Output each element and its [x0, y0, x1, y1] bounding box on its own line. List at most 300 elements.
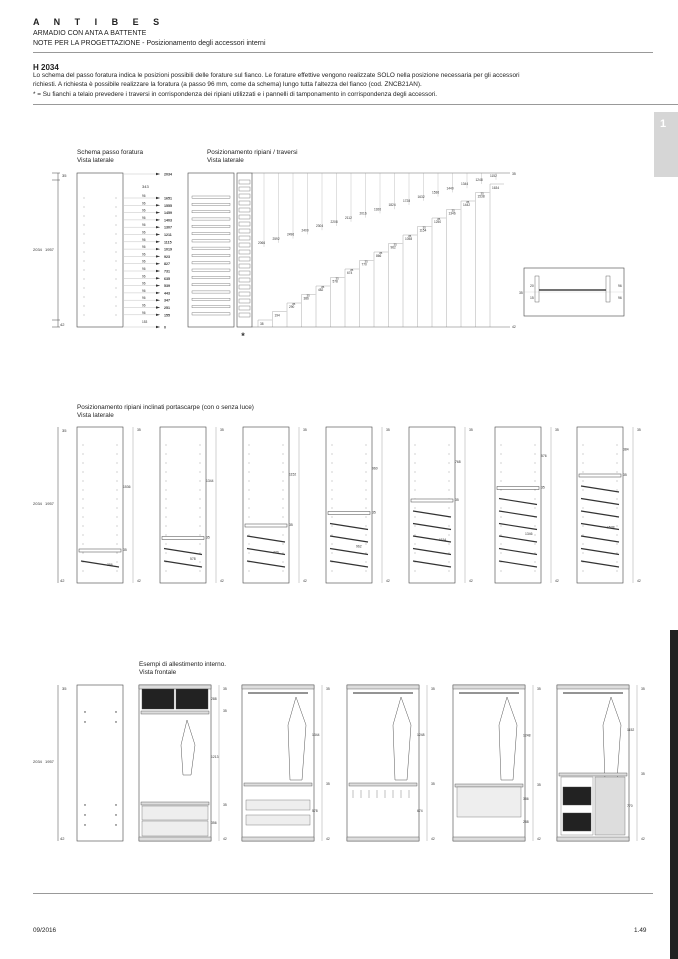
pitch-96: 96: [142, 281, 146, 286]
stair-35: 35: [480, 191, 484, 196]
frame-rung: [239, 264, 250, 268]
s2-hole: [332, 454, 333, 455]
s2-hole: [535, 526, 536, 527]
s2-hole: [583, 463, 584, 464]
s2-hole: [415, 526, 416, 527]
s2-hole: [83, 553, 84, 554]
s2-cabinet-side: [243, 427, 289, 583]
s2-hole: [332, 499, 333, 500]
s3-dim: 1213: [211, 755, 219, 759]
s2-hole: [617, 472, 618, 473]
dim-inner: 1957: [45, 247, 54, 252]
s2-cabinet-side: [495, 427, 541, 583]
s2-hole: [366, 508, 367, 509]
dim-153: 153: [142, 320, 148, 324]
s2-shoe-rack: [499, 499, 537, 505]
s2-hole: [501, 481, 502, 482]
s3-side-panel: [77, 685, 123, 841]
s3-dim-top: 35: [641, 687, 645, 691]
hole-position: 1019: [164, 247, 172, 252]
hole-arrow: [156, 306, 160, 308]
hole-position: 155: [164, 313, 170, 318]
hole-arrow: [156, 204, 160, 206]
pitch-96: 96: [142, 194, 146, 198]
stair-upper-value: 2016: [359, 211, 367, 216]
s2-shelf: [162, 537, 204, 540]
s2-hole: [200, 571, 201, 572]
hole-dot-back: [116, 270, 117, 271]
s2-shoe-rack: [499, 511, 537, 517]
s2-hole: [415, 553, 416, 554]
pitch-96: 96: [142, 310, 146, 315]
hole-arrow: [156, 292, 160, 294]
detail-96a: 96: [618, 284, 622, 288]
hole-dot-back: [116, 234, 117, 235]
s2-hole: [83, 481, 84, 482]
s2-shoe-rack: [81, 561, 119, 567]
s2-hole: [535, 481, 536, 482]
s2-hole: [583, 490, 584, 491]
s3-drawer-dark: [563, 787, 591, 805]
hole-dot-back: [116, 216, 117, 217]
s2-hole: [617, 562, 618, 563]
shelf-slot: [192, 254, 230, 256]
detail-20: 20: [530, 284, 534, 288]
hole-dot-front: [84, 261, 85, 262]
s3-dim: 356: [211, 821, 217, 825]
s2-hole: [415, 508, 416, 509]
s3-shelf: [559, 773, 627, 776]
hole-position: 443: [164, 291, 170, 296]
s2-shoe-rack: [499, 536, 537, 542]
footer-date: 09/2016: [33, 927, 57, 934]
shelf-slot: [192, 291, 230, 293]
s2-hole: [83, 508, 84, 509]
stair-lower-value: 194: [274, 313, 280, 318]
s2-hole: [83, 445, 84, 446]
s3-dot: [115, 804, 116, 805]
s2-hole: [449, 445, 450, 446]
stair-upper-value: 1536: [432, 190, 440, 195]
s3-dim: 288: [523, 820, 529, 824]
s2-cabinet-side: [577, 427, 623, 583]
s2-hole: [166, 463, 167, 464]
detail-35: 35: [519, 291, 523, 295]
stair-upper-value: 1440: [446, 186, 454, 191]
dim-top: 35: [62, 173, 67, 178]
pitch-96: 96: [142, 259, 146, 264]
s2-hole: [249, 481, 250, 482]
stair-upper-value: 1824: [388, 203, 396, 208]
s2-hole: [166, 481, 167, 482]
shelf-slot: [192, 269, 230, 271]
s2-hole: [249, 535, 250, 536]
s2-lower-dim: 1346: [525, 531, 533, 536]
stair-upper-value: 2496: [287, 232, 295, 237]
s2-hole: [415, 544, 416, 545]
pitch-96: 96: [142, 215, 146, 220]
s2-shelf: [579, 474, 621, 477]
hole-dot-front: [84, 279, 85, 280]
stair-upper-value: 1344: [461, 182, 469, 187]
intro-line-2: richiesti. A richiesta è possibile realizzare la foratura (a passo 96 mm, come da schema) lungo tutta l'altezza del fianco (cod. ZNCB21AN).: [33, 81, 422, 89]
shelf-slot: [192, 233, 230, 235]
s2-hole: [501, 526, 502, 527]
s3-top-board: [242, 685, 314, 689]
stair-35: 35: [422, 225, 426, 230]
hole-arrow: [156, 219, 160, 221]
frame-rung: [239, 201, 250, 205]
s2-hole: [501, 445, 502, 446]
s2-hole: [117, 544, 118, 545]
caption-shelf-positions-title: Posizionamento ripiani / traversi: [207, 149, 298, 156]
s2-hole: [166, 472, 167, 473]
s2-hole: [617, 490, 618, 491]
s2-hole: [583, 445, 584, 446]
stair-bottom-dim: 42: [512, 325, 516, 329]
s2-hole: [583, 472, 584, 473]
s2-upper-dim: 1152: [289, 472, 297, 477]
s3-bottom-board: [453, 837, 525, 841]
stair-lower-value: 866: [376, 254, 382, 258]
stair-35: 35: [379, 251, 383, 255]
s3-dim-bottom: 42: [641, 837, 645, 841]
s2-hole: [249, 553, 250, 554]
stair-upper-value: 2304: [316, 224, 324, 229]
stair-lower-value: 962: [390, 245, 396, 250]
s2-bottom-dim: 42: [555, 579, 559, 583]
s2-hole: [83, 517, 84, 518]
s2-hole: [366, 445, 367, 446]
stair-lower-value: 386: [303, 296, 309, 301]
stair-lower-value: 1538: [477, 194, 485, 199]
stair-lower-value: 1058: [405, 237, 413, 241]
s2-lower-dim: 1538: [607, 525, 615, 530]
pitch-96: 96: [142, 252, 146, 257]
s2-top-dim: 35: [220, 428, 224, 432]
caption-hole-scheme-sub: Vista laterale: [77, 157, 114, 164]
s2-shoe-rack: [581, 499, 619, 505]
s2-hole: [200, 526, 201, 527]
frame-rung: [239, 236, 250, 240]
hole-position: 923: [164, 254, 170, 259]
s2-hole: [200, 481, 201, 482]
hole-dot-front: [84, 198, 85, 199]
s2-hole: [200, 490, 201, 491]
s2-hole: [449, 454, 450, 455]
s2-shoe-rack: [499, 524, 537, 530]
s2-top-dim: 35: [137, 428, 141, 432]
s3-dim: 35: [326, 782, 330, 786]
frame-rung: [239, 243, 250, 247]
s2-shoe-rack: [581, 561, 619, 567]
stair-lower-value: 674: [347, 271, 353, 275]
s2-cabinet-side: [160, 427, 206, 583]
s2-shoe-rack: [164, 561, 202, 567]
s2-hole: [166, 526, 167, 527]
s2-hole: [166, 490, 167, 491]
s2-bottom-dim: 42: [637, 579, 641, 583]
pitch-96: 96: [142, 208, 146, 213]
s2-hole: [283, 463, 284, 464]
s2-cabinet-side: [409, 427, 455, 583]
s2-hole: [501, 508, 502, 509]
frame-rung: [239, 229, 250, 233]
stair-lower-value: 482: [318, 288, 324, 292]
s2-hole: [617, 454, 618, 455]
s2-hole: [583, 535, 584, 536]
hole-position: 1651: [164, 196, 172, 201]
s2-shelf: [245, 524, 287, 527]
s2-hole: [283, 508, 284, 509]
stair-upper-value: 1632: [417, 194, 425, 199]
chapter-number: 1: [660, 118, 667, 130]
s2-top-dim: 35: [386, 428, 390, 432]
s2-hole: [200, 553, 201, 554]
s2-hole: [117, 553, 118, 554]
s3-dot: [84, 814, 85, 815]
s2-hole: [166, 571, 167, 572]
pitch-96: 96: [142, 303, 146, 308]
s2-hole: [117, 526, 118, 527]
s3-drawer: [142, 806, 208, 820]
s2-hole: [535, 544, 536, 545]
s2-hole: [283, 481, 284, 482]
frame-rung: [239, 285, 250, 289]
hole-dot-back: [116, 261, 117, 262]
s3-dim: 35: [431, 782, 435, 786]
s2-hole: [249, 490, 250, 491]
s3-drawer: [142, 821, 208, 836]
s2-hole: [83, 499, 84, 500]
detail-15: 15: [530, 296, 534, 300]
hole-dot-front: [84, 252, 85, 253]
hole-position: 539: [164, 284, 170, 289]
stair-lower-value: 1442: [463, 203, 471, 207]
detail-left-bar: [535, 276, 539, 302]
s2-shoe-rack: [581, 549, 619, 555]
s2-hole: [249, 544, 250, 545]
frame-rung: [239, 257, 250, 261]
s3-dim: 770: [627, 804, 633, 808]
s3-dim: 386: [523, 797, 529, 801]
s2-hole: [117, 490, 118, 491]
s3-dot: [84, 804, 85, 805]
s2-shoe-rack: [330, 549, 368, 555]
s3-top-board: [453, 685, 525, 689]
hole-dot-front: [84, 225, 85, 226]
s2-hole: [83, 472, 84, 473]
s2-shoe-rack: [499, 549, 537, 555]
s2-hole: [583, 517, 584, 518]
shelf-slot: [192, 313, 230, 315]
s2-hole: [117, 535, 118, 536]
s2-hole: [83, 463, 84, 464]
detail-96b: 96: [618, 296, 622, 300]
s2-hole: [366, 535, 367, 536]
s2-hole: [166, 499, 167, 500]
detail-right-bar: [606, 276, 610, 302]
s2-hole: [617, 445, 618, 446]
hole-position: 1115: [164, 240, 172, 245]
s3-shelf: [141, 802, 209, 805]
s2-shoe-rack: [247, 549, 285, 555]
s2-hole: [449, 526, 450, 527]
s2-hole: [415, 535, 416, 536]
s2-hole: [449, 562, 450, 563]
s2-hole: [283, 535, 284, 536]
s2-hole: [449, 472, 450, 473]
stair-35: 35: [451, 208, 455, 213]
hole-scheme-panel: [77, 173, 123, 327]
hole-position: 0: [164, 325, 166, 330]
subtitle-notes: NOTE PER LA PROGETTAZIONE - Posizionamento degli accessori interni: [33, 40, 266, 47]
s2-hole: [200, 445, 201, 446]
s3-dot: [115, 814, 116, 815]
footer-page: 1.49: [634, 927, 647, 934]
s3-shelf: [244, 783, 312, 786]
hole-position: 1307: [164, 225, 172, 230]
s2-hole: [449, 571, 450, 572]
s2-hole: [617, 571, 618, 572]
s2-hole: [117, 445, 118, 446]
shelf-slot: [192, 225, 230, 227]
stair-lower-value: 290: [289, 305, 295, 309]
s2-lower-dim: 386: [107, 563, 113, 567]
s2-hole: [283, 472, 284, 473]
hole-arrow: [156, 270, 160, 272]
hole-arrow: [156, 233, 160, 235]
pitch-96: 96: [142, 288, 146, 293]
hole-position: 731: [164, 269, 170, 274]
stair-upper-value: 1920: [374, 207, 382, 212]
s2-hole: [617, 508, 618, 509]
stair-lower-value: 770: [361, 262, 367, 267]
stair-lower-value: 1634: [492, 186, 500, 190]
hole-position: 347: [164, 298, 170, 303]
hole-arrow: [156, 299, 160, 301]
shelf-slot: [192, 218, 230, 220]
s3-dim-top: 35: [326, 687, 330, 691]
hole-dot-front: [84, 216, 85, 217]
s2-hole: [535, 472, 536, 473]
s2-hole: [283, 499, 284, 500]
s2-hole: [583, 571, 584, 572]
s2-shoe-rack: [330, 561, 368, 567]
stair-35: 35: [437, 217, 441, 221]
s2-hole: [501, 454, 502, 455]
s3-drawer-unit: [457, 787, 521, 817]
s2-hole: [283, 562, 284, 563]
s2-dim-bottom: 42: [60, 578, 65, 583]
s2-hole: [332, 472, 333, 473]
s3-garment: [603, 697, 621, 780]
intro-line-1: Lo schema del passo foratura indica le posizioni possibili delle forature sul fianco. Le forature effettive vengono realizzate SOLO nella posizione necessaria per gli accessori: [33, 72, 520, 79]
s3-dot: [115, 711, 116, 712]
s2-hole: [332, 526, 333, 527]
s2-hole: [366, 490, 367, 491]
s2-hole: [366, 472, 367, 473]
stair-35: 35: [466, 200, 470, 204]
s2-shoe-rack: [413, 561, 451, 567]
s2-hole: [332, 481, 333, 482]
stair-upper-value: 2400: [301, 228, 309, 233]
caption-shelf-positions-sub: Vista laterale: [207, 157, 244, 164]
frame-rung: [239, 194, 250, 198]
s3-dim-bottom: 42: [326, 837, 330, 841]
s2-bottom-dim: 42: [469, 579, 473, 583]
s3-garment: [181, 720, 195, 775]
hole-dot-front: [84, 297, 85, 298]
s3-drawer-dark: [563, 813, 591, 831]
s3-top-board: [557, 685, 629, 689]
hole-dot-back: [116, 306, 117, 307]
s2-hole: [366, 553, 367, 554]
s2-mid-dim: 35: [206, 535, 210, 540]
frame-rung: [239, 306, 250, 310]
hole-position: 1403: [164, 218, 172, 223]
s2-hole: [415, 571, 416, 572]
s2-hole: [415, 454, 416, 455]
s2-upper-dim: 1344: [206, 478, 214, 483]
frame-rung: [239, 222, 250, 226]
s3-dim: 578: [312, 809, 318, 813]
s2-hole: [332, 535, 333, 536]
s2-hole: [249, 571, 250, 572]
hole-position: 2034: [164, 172, 172, 177]
hole-arrow: [156, 248, 160, 250]
s3-dim: 288: [211, 697, 217, 701]
s2-cabinet-side: [77, 427, 123, 583]
s2-hole: [249, 463, 250, 464]
frame-rung: [239, 278, 250, 282]
s2-hole: [332, 544, 333, 545]
s3-dim: 35: [223, 709, 227, 713]
stair-35: 35: [364, 259, 368, 264]
s2-hole: [535, 454, 536, 455]
s2-hole: [283, 490, 284, 491]
hole-dot-front: [84, 270, 85, 271]
s2-hole: [583, 481, 584, 482]
s2-hole: [415, 517, 416, 518]
s3-dim-inner: 1957: [45, 759, 54, 764]
s2-hole: [332, 553, 333, 554]
s2-hole: [617, 463, 618, 464]
hole-dot-back: [116, 198, 117, 199]
s2-hole: [366, 463, 367, 464]
dim-total: 2034: [33, 247, 42, 252]
s2-hole: [83, 526, 84, 527]
stair-35: 35: [408, 234, 412, 238]
s2-hole: [283, 517, 284, 518]
shelf-slot: [192, 203, 230, 205]
s2-hole: [117, 454, 118, 455]
s3-drawer-box: [176, 689, 208, 709]
s3-dim-total: 2034: [33, 759, 42, 764]
hole-position: 1459: [164, 211, 172, 216]
caption-examples-title: Esempi di allestimento interno.: [139, 661, 227, 668]
s2-hole: [117, 571, 118, 572]
s2-dim-inner: 1957: [45, 501, 54, 506]
s2-dim-top: 35: [62, 428, 67, 433]
s3-bottom-board: [139, 837, 211, 841]
hole-arrow: [156, 241, 160, 243]
s2-hole: [166, 508, 167, 509]
brand-title: A N T I B E S: [33, 17, 166, 27]
hole-position: 635: [164, 276, 170, 281]
s3-bottom-board: [557, 837, 629, 841]
s2-shelf: [328, 512, 370, 515]
